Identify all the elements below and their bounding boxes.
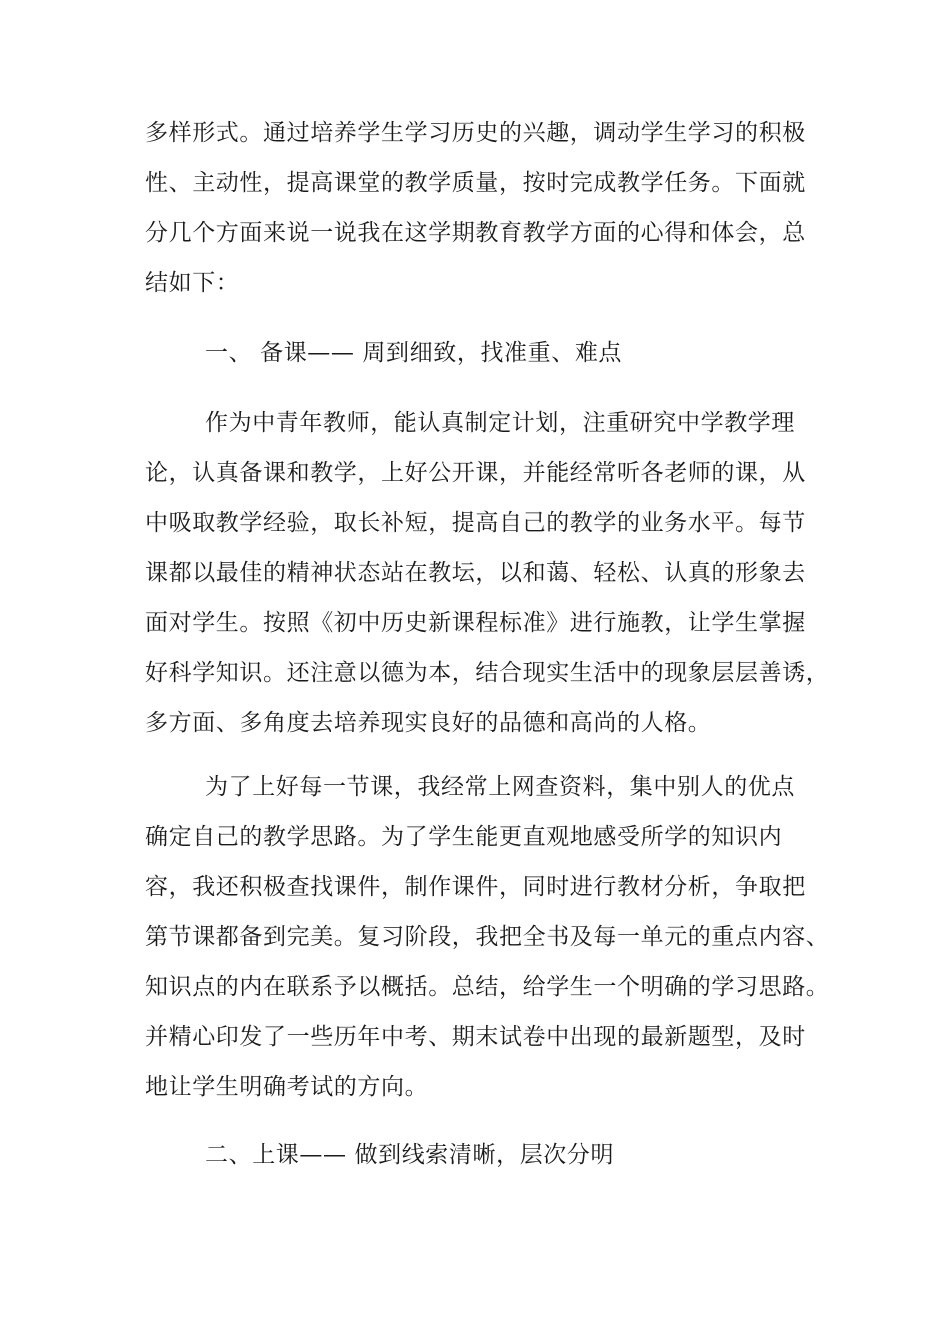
paragraph-1-line: 面对学生。按照《初中历史新课程标准》进行施教，让学生掌握 bbox=[145, 610, 806, 636]
paragraph-1-line: 中吸取教学经验，取长补短，提高自己的教学的业务水平。每节 bbox=[145, 510, 806, 536]
paragraph-2-line: 知识点的内在联系予以概括。总结，给学生一个明确的学习思路。 bbox=[145, 974, 830, 1000]
paragraph-2-line: 为了上好每一节课，我经常上网查资料，集中别人的优点 bbox=[205, 774, 795, 800]
paragraph-2-line: 并精心印发了一些历年中考、期末试卷中出现的最新题型，及时 bbox=[145, 1024, 806, 1050]
section-heading-1: 一、 备课—— 周到细致，找准重、难点 bbox=[205, 340, 623, 366]
intro-line: 性、主动性，提高课堂的教学质量，按时完成教学任务。下面就 bbox=[145, 170, 806, 196]
paragraph-1-line: 作为中青年教师，能认真制定计划，注重研究中学教学理 bbox=[205, 410, 795, 436]
paragraph-1-line: 论，认真备课和教学，上好公开课，并能经常听各老师的课，从 bbox=[145, 460, 806, 486]
paragraph-2-line: 地让学生明确考试的方向。 bbox=[145, 1074, 429, 1100]
section-heading-2: 二、上课—— 做到线索清晰，层次分明 bbox=[205, 1142, 615, 1168]
intro-line: 多样形式。通过培养学生学习历史的兴趣，调动学生学习的积极 bbox=[145, 120, 806, 146]
paragraph-1-line: 好科学知识。还注意以德为本，结合现实生活中的现象层层善诱， bbox=[145, 660, 830, 686]
paragraph-2-line: 确定自己的教学思路。为了学生能更直观地感受所学的知识内 bbox=[145, 824, 783, 850]
intro-line: 分几个方面来说一说我在这学期教育教学方面的心得和体会，总 bbox=[145, 220, 806, 246]
paragraph-1-line: 课都以最佳的精神状态站在教坛，以和蔼、轻松、认真的形象去 bbox=[145, 560, 806, 586]
paragraph-2-line: 容，我还积极查找课件，制作课件，同时进行教材分析，争取把 bbox=[145, 874, 806, 900]
intro-line: 结如下： bbox=[145, 270, 240, 296]
paragraph-1-line: 多方面、多角度去培养现实良好的品德和高尚的人格。 bbox=[145, 710, 712, 736]
paragraph-2-line: 第节课都备到完美。复习阶段，我把全书及每一单元的重点内容、 bbox=[145, 924, 830, 950]
